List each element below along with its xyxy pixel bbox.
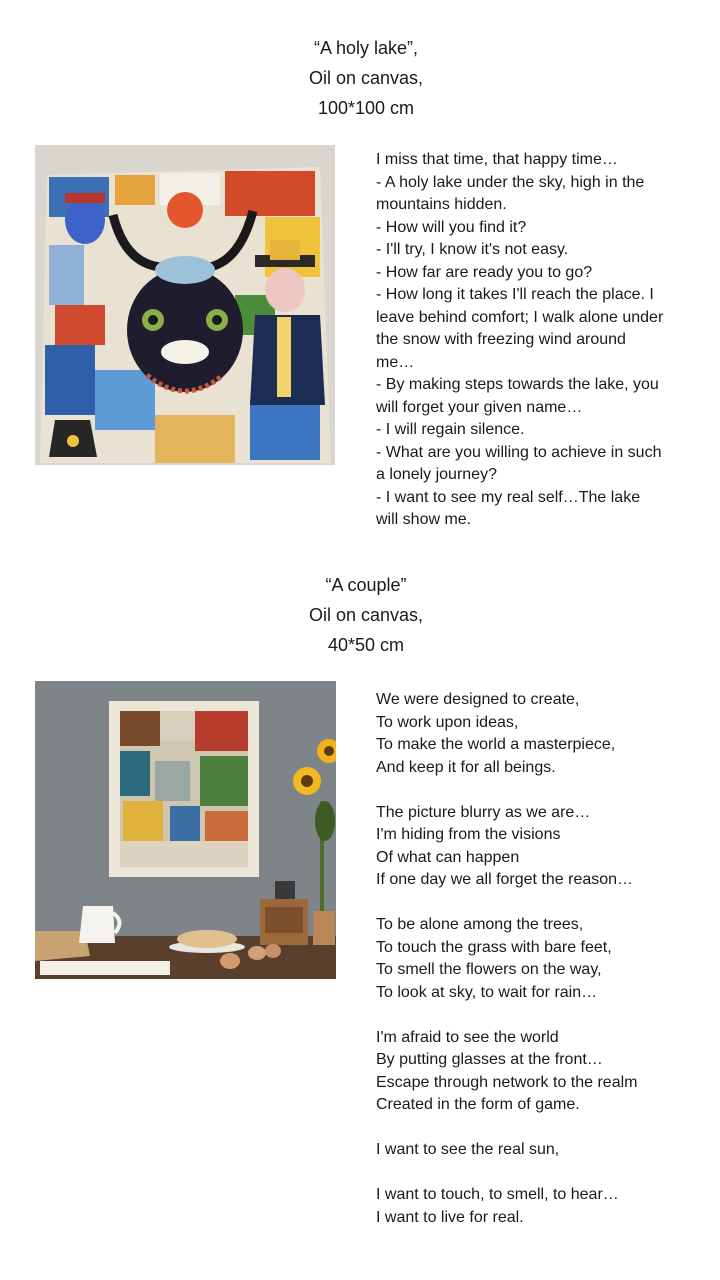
poem-line: To make the world a masterpiece, <box>376 736 616 753</box>
framed-painting-still-life-icon <box>35 681 336 979</box>
artwork-1-size: 100*100 cm <box>317 98 415 118</box>
poem-line: I want to live for real. <box>376 1208 524 1226</box>
poem-line: And keep it for all beings. <box>376 758 556 776</box>
poem-line: - How far are ready you to go? <box>376 263 593 281</box>
stanza <box>376 1027 666 1117</box>
poem-line: - I want to see my real self…The lake will show me. <box>376 488 641 528</box>
artwork-2-size: 40*50 cm <box>327 635 405 655</box>
poem-line: Of what can happen <box>376 848 520 866</box>
poem-line: To look at sky, to wait for rain… <box>376 983 598 1001</box>
poem-line: - What are you willing to achieve in such a lonely journey? <box>376 443 662 483</box>
artwork-1-painting <box>35 145 335 465</box>
poem-line: To be alone among the trees, <box>376 916 584 933</box>
poem-line: - By making steps towards the lake, you will forget your given name… <box>376 376 659 416</box>
poem-line: Escape through network to the realm <box>376 1073 638 1091</box>
poem-line: I want to see the real sun, <box>376 1141 560 1158</box>
artwork-2-heading <box>0 570 720 660</box>
stanza <box>376 914 666 1004</box>
poem-line: The picture blurry as we are… <box>376 803 591 821</box>
artwork-1-heading <box>0 33 720 123</box>
poem-line: I'm hiding from the visions <box>376 826 561 843</box>
poem-line: We were designed to create, <box>376 691 580 708</box>
poem-line: Created in the form of game. <box>376 1096 580 1113</box>
stanza <box>376 689 666 779</box>
stanza <box>376 1139 666 1162</box>
artwork-2-medium: Oil on canvas, <box>308 605 424 625</box>
poem-line: - I will regain silence. <box>376 421 525 438</box>
artwork-2-title: “A couple” <box>325 575 407 595</box>
poem-line: To smell the flowers on the way, <box>376 961 602 978</box>
poem-line: I'm afraid to see the world <box>376 1028 559 1046</box>
artwork-2-painting <box>35 681 336 979</box>
poem-line: - I'll try, I know it's not easy. <box>376 241 569 258</box>
poem-line: If one day we all forget the reason… <box>376 871 634 888</box>
stanza <box>376 802 666 892</box>
poem-line: To work upon ideas, <box>376 713 519 731</box>
artwork-1-poem <box>376 149 666 532</box>
stanza <box>376 1184 666 1229</box>
artwork-1-medium: Oil on canvas, <box>308 68 424 88</box>
artwork-2-poem <box>376 689 666 1229</box>
poem-line: - A holy lake under the sky, high in the mountains hidden. <box>376 173 645 213</box>
poem-line: I miss that time, that happy time… <box>376 151 618 168</box>
poem-line: - How long it takes I'll reach the place. I leave behind comfort; I walk alone under the snow with freezing wind around me… <box>376 286 664 371</box>
abstract-bull-painting-icon <box>35 145 335 465</box>
poem-line: To touch the grass with bare feet, <box>376 938 612 956</box>
poem-line: - How will you find it? <box>376 218 527 236</box>
artwork-1-title: “A holy lake”, <box>313 38 419 58</box>
poem-line: I want to touch, to smell, to hear… <box>376 1186 619 1203</box>
poem-line: By putting glasses at the front… <box>376 1051 603 1068</box>
